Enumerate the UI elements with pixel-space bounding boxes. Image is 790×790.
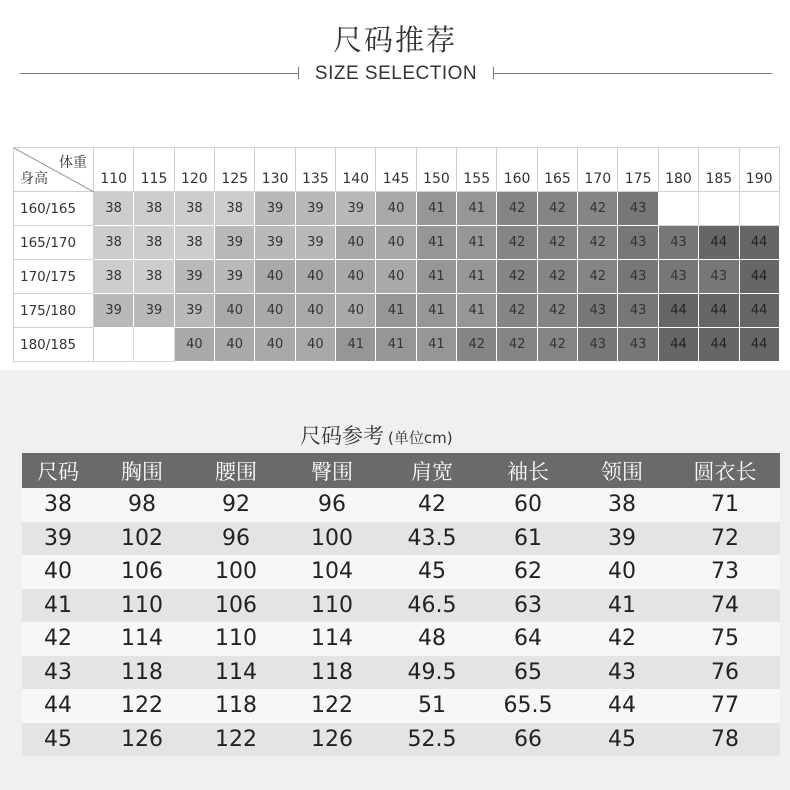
size-cell: 40 [295, 294, 335, 328]
weight-header: 125 [215, 148, 255, 192]
reference-row [22, 589, 780, 623]
reference-column-header: 领围 [601, 459, 643, 484]
reference-cell: 122 [215, 726, 257, 752]
reference-cell: 62 [514, 559, 542, 585]
reference-title-text: 尺码参考 [300, 424, 384, 448]
size-cell: 42 [537, 328, 577, 362]
reference-cell: 38 [608, 492, 636, 518]
reference-cell: 114 [121, 626, 163, 652]
size-cell: 39 [215, 260, 255, 294]
size-cell: 41 [457, 294, 497, 328]
size-cell: 43 [578, 294, 618, 328]
weight-header: 160 [497, 148, 537, 192]
reference-cell: 110 [215, 626, 257, 652]
empty-cell [699, 192, 739, 226]
corner-height-label: 身高 [20, 171, 48, 187]
size-cell: 38 [134, 192, 174, 226]
size-cell: 43 [618, 328, 658, 362]
size-cell: 39 [174, 294, 214, 328]
reference-cell: 42 [418, 492, 446, 518]
reference-cell: 118 [311, 659, 353, 685]
size-cell: 39 [215, 226, 255, 260]
size-cell: 43 [658, 226, 698, 260]
reference-cell: 98 [128, 492, 156, 518]
reference-cell: 65 [514, 659, 542, 685]
empty-cell [134, 328, 174, 362]
reference-column-header: 袖长 [507, 459, 549, 484]
size-cell: 39 [174, 260, 214, 294]
reference-cell: 114 [215, 659, 257, 685]
reference-cell: 49.5 [407, 659, 457, 685]
weight-header: 170 [578, 148, 618, 192]
weight-header: 130 [255, 148, 295, 192]
reference-cell: 38 [44, 492, 72, 518]
reference-column-header: 胸围 [121, 459, 163, 484]
size-cell: 41 [416, 294, 456, 328]
reference-row [22, 555, 780, 589]
reference-cell: 73 [711, 559, 739, 585]
size-cell: 42 [578, 226, 618, 260]
grid-header-row [14, 148, 780, 192]
reference-cell: 102 [121, 525, 163, 551]
size-cell: 44 [739, 294, 779, 328]
weight-header: 150 [416, 148, 456, 192]
divider-right [494, 73, 772, 74]
grid-row [14, 226, 780, 260]
size-reference-table [22, 453, 780, 756]
size-cell: 42 [537, 192, 577, 226]
size-cell: 40 [336, 226, 376, 260]
weight-header: 115 [134, 148, 174, 192]
reference-cell: 45 [608, 726, 636, 752]
size-cell: 41 [376, 294, 416, 328]
reference-cell: 60 [514, 492, 542, 518]
size-cell: 42 [497, 192, 537, 226]
subtitle-row [20, 60, 772, 90]
reference-cell: 114 [311, 626, 353, 652]
size-cell: 41 [457, 260, 497, 294]
reference-column-header: 尺码 [37, 459, 79, 484]
size-cell: 40 [376, 260, 416, 294]
reference-unit: (单位cm) [388, 429, 453, 447]
size-cell: 40 [295, 328, 335, 362]
size-cell: 42 [578, 260, 618, 294]
reference-cell: 64 [514, 626, 542, 652]
reference-row [22, 522, 780, 556]
size-cell: 40 [336, 260, 376, 294]
reference-column-header: 臀围 [311, 459, 353, 484]
size-cell: 44 [739, 226, 779, 260]
size-cell: 39 [255, 226, 295, 260]
weight-header: 185 [699, 148, 739, 192]
reference-column-header: 圆衣长 [693, 459, 757, 484]
reference-cell: 65.5 [503, 693, 553, 719]
reference-row [22, 488, 780, 522]
size-cell: 42 [497, 328, 537, 362]
size-cell: 38 [215, 192, 255, 226]
height-label: 170/175 [14, 260, 94, 294]
size-cell: 38 [134, 226, 174, 260]
reference-column-header: 腰围 [215, 459, 257, 484]
empty-cell [739, 192, 779, 226]
reference-row [22, 622, 780, 656]
page-subtitle: SIZE SELECTION [314, 63, 478, 84]
size-cell: 41 [416, 226, 456, 260]
reference-row [22, 723, 780, 757]
weight-header: 135 [295, 148, 335, 192]
reference-cell: 118 [215, 693, 257, 719]
reference-cell: 110 [311, 592, 353, 618]
weight-header: 140 [336, 148, 376, 192]
weight-header: 110 [94, 148, 134, 192]
size-cell: 40 [255, 294, 295, 328]
reference-row [22, 656, 780, 690]
size-cell: 38 [94, 226, 134, 260]
size-cell: 43 [618, 226, 658, 260]
reference-cell: 44 [608, 693, 636, 719]
size-cell: 44 [658, 294, 698, 328]
grid-row [14, 260, 780, 294]
size-cell: 43 [658, 260, 698, 294]
reference-cell: 118 [121, 659, 163, 685]
size-cell: 40 [336, 294, 376, 328]
reference-cell: 40 [44, 559, 72, 585]
reference-cell: 96 [222, 525, 250, 551]
size-cell: 40 [295, 260, 335, 294]
size-cell: 39 [94, 294, 134, 328]
size-cell: 39 [336, 192, 376, 226]
reference-cell: 76 [711, 659, 739, 685]
size-cell: 44 [739, 260, 779, 294]
reference-cell: 45 [44, 726, 72, 752]
reference-cell: 42 [608, 626, 636, 652]
reference-cell: 100 [311, 525, 353, 551]
reference-cell: 71 [711, 492, 739, 518]
reference-cell: 61 [514, 525, 542, 551]
size-cell: 40 [255, 260, 295, 294]
weight-header: 120 [174, 148, 214, 192]
size-cell: 38 [94, 260, 134, 294]
reference-cell: 78 [711, 726, 739, 752]
reference-cell: 104 [311, 559, 353, 585]
reference-cell: 126 [121, 726, 163, 752]
size-cell: 40 [215, 328, 255, 362]
reference-cell: 75 [711, 626, 739, 652]
reference-cell: 41 [44, 592, 72, 618]
empty-cell [658, 192, 698, 226]
reference-cell: 96 [318, 492, 346, 518]
reference-title [300, 420, 453, 450]
empty-cell [94, 328, 134, 362]
reference-header-row [22, 453, 780, 488]
grid-corner-cell [14, 148, 94, 192]
size-cell: 40 [215, 294, 255, 328]
size-cell: 42 [578, 192, 618, 226]
reference-cell: 43 [608, 659, 636, 685]
size-cell: 41 [416, 328, 456, 362]
size-cell: 42 [537, 226, 577, 260]
reference-cell: 39 [44, 525, 72, 551]
size-cell: 40 [376, 192, 416, 226]
reference-cell: 92 [222, 492, 250, 518]
size-cell: 42 [537, 294, 577, 328]
corner-weight-label: 体重 [59, 155, 87, 171]
size-cell: 44 [699, 328, 739, 362]
reference-cell: 122 [311, 693, 353, 719]
grid-row [14, 328, 780, 362]
size-cell: 42 [497, 294, 537, 328]
reference-cell: 122 [121, 693, 163, 719]
reference-cell: 41 [608, 592, 636, 618]
reference-cell: 72 [711, 525, 739, 551]
size-cell: 43 [618, 192, 658, 226]
reference-row [22, 689, 780, 723]
size-cell: 38 [174, 226, 214, 260]
size-cell: 43 [699, 260, 739, 294]
reference-cell: 46.5 [407, 592, 457, 618]
size-cell: 39 [295, 192, 335, 226]
weight-header: 145 [376, 148, 416, 192]
reference-cell: 74 [711, 592, 739, 618]
reference-cell: 110 [121, 592, 163, 618]
grid-row [14, 192, 780, 226]
size-recommendation-chart [13, 147, 779, 363]
reference-cell: 42 [44, 626, 72, 652]
height-label: 165/170 [14, 226, 94, 260]
reference-cell: 100 [215, 559, 257, 585]
weight-header: 190 [739, 148, 779, 192]
weight-header: 175 [618, 148, 658, 192]
size-cell: 41 [376, 328, 416, 362]
size-cell: 43 [578, 328, 618, 362]
reference-cell: 40 [608, 559, 636, 585]
size-cell: 38 [174, 192, 214, 226]
height-label: 180/185 [14, 328, 94, 362]
weight-header: 180 [658, 148, 698, 192]
size-cell: 42 [497, 260, 537, 294]
size-cell: 44 [658, 328, 698, 362]
size-cell: 43 [618, 294, 658, 328]
size-cell: 42 [457, 328, 497, 362]
size-cell: 40 [255, 328, 295, 362]
size-cell: 44 [699, 294, 739, 328]
reference-cell: 39 [608, 525, 636, 551]
reference-cell: 43 [44, 659, 72, 685]
reference-cell: 106 [121, 559, 163, 585]
reference-cell: 43.5 [407, 525, 457, 551]
reference-cell: 44 [44, 693, 72, 719]
page-title: 尺码推荐 [332, 23, 457, 57]
size-cell: 38 [134, 260, 174, 294]
weight-header: 155 [457, 148, 497, 192]
reference-cell: 77 [711, 693, 739, 719]
grid-row [14, 294, 780, 328]
size-cell: 40 [174, 328, 214, 362]
size-cell: 41 [336, 328, 376, 362]
size-cell: 39 [134, 294, 174, 328]
size-cell: 40 [376, 226, 416, 260]
size-cell: 43 [618, 260, 658, 294]
size-cell: 42 [537, 260, 577, 294]
reference-cell: 52.5 [407, 726, 457, 752]
size-grid-table [13, 147, 780, 362]
size-cell: 39 [295, 226, 335, 260]
size-cell: 41 [416, 260, 456, 294]
reference-cell: 106 [215, 592, 257, 618]
size-cell: 38 [94, 192, 134, 226]
size-cell: 44 [699, 226, 739, 260]
size-cell: 41 [457, 192, 497, 226]
height-label: 160/165 [14, 192, 94, 226]
size-cell: 39 [255, 192, 295, 226]
size-cell: 44 [739, 328, 779, 362]
height-label: 175/180 [14, 294, 94, 328]
reference-cell: 45 [418, 559, 446, 585]
size-cell: 41 [457, 226, 497, 260]
reference-cell: 51 [418, 693, 446, 719]
reference-cell: 66 [514, 726, 542, 752]
reference-cell: 126 [311, 726, 353, 752]
reference-cell: 48 [418, 626, 446, 652]
size-cell: 41 [416, 192, 456, 226]
size-cell: 42 [497, 226, 537, 260]
weight-header: 165 [537, 148, 577, 192]
reference-cell: 63 [514, 592, 542, 618]
reference-column-header: 肩宽 [411, 459, 453, 484]
